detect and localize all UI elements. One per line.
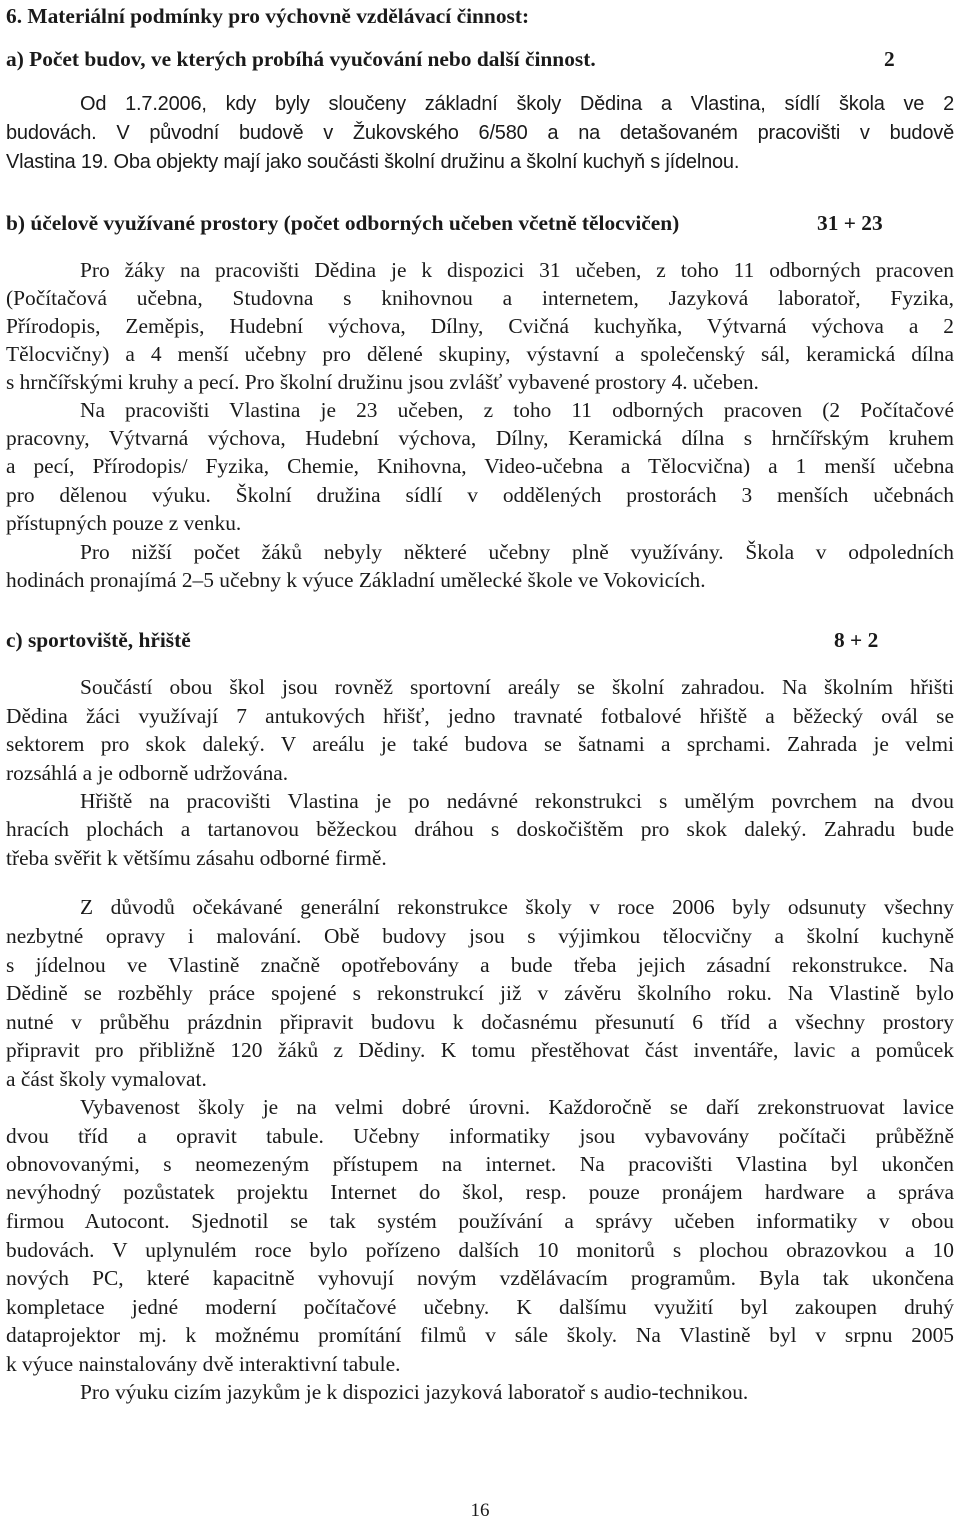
section-c-title: c) sportoviště, hřiště [6,628,191,652]
paragraph-line: dataprojektor mj. k možnému promítání filmů v sále školy. Na Vlastině byl v srpnu 2005 [6,1323,954,1347]
section-a-title: a) Počet budov, ve kterých probíhá vyučování nebo další činnost. [6,47,596,71]
paragraph-line: třeba svěřit k většímu zásahu odborné firmě. [6,846,387,870]
paragraph-line: rozsáhlá a je odborně udržována. [6,761,289,785]
paragraph-line: Součástí obou škol jsou rovněž sportovní areály se školní zahradou. Na školním hřišti [80,675,954,699]
section-heading: 6. Materiální podmínky pro výchovně vzdělávací činnost: [6,4,530,28]
paragraph-line: kompletace jedné moderní počítačové učebny. K dalšímu využití byl zakoupen druhý [6,1295,954,1319]
paragraph-line: a část školy vymalovat. [6,1067,207,1091]
paragraph-line: dvou tříd a opravit tabule. Učebny informatiky jsou vybavovány počítači průběžně [6,1124,954,1148]
paragraph-line: Pro výuku cizím jazykům je k dispozici jazyková laboratoř s audio-technikou. [80,1380,749,1404]
paragraph-line: Vlastina 19. Oba objekty mají jako součásti školní družinu a školní kuchyň s jídelnou. [6,151,740,173]
paragraph-line: Pro žáky na pracovišti Dědina je k dispozici 31 učeben, z toho 11 odborných pracoven [80,258,954,282]
paragraph-line: nezbytné opravy i malování. Obě budovy jsou s výjimkou tělocvičny a školní kuchyně [6,924,954,948]
paragraph-line: s jídelnou ve Vlastině značně opotřebovány a bude třeba jejich zásadní rekonstrukce. Na [6,953,954,977]
paragraph-line: Pro nižší počet žáků nebyly některé učebny plně využívány. Škola v odpoledních [80,540,954,564]
paragraph-line: Z důvodů očekávané generální rekonstrukce školy v roce 2006 byly odsunuty všechny [80,895,954,919]
paragraph-line: k výuce nainstalovány dvě interaktivní tabule. [6,1352,401,1376]
paragraph-line: obnovovanými, s neomezeným přístupem na internet. Na pracovišti Vlastina byl ukončen [6,1152,954,1176]
paragraph-line: (Počítačová učebna, Studovna s knihovnou a internetem, Jazyková laboratoř, Fyzika, [6,286,954,310]
paragraph-line: Přírodopis, Zeměpis, Hudební výchova, Dílny, Cvičná kuchyňka, Výtvarná výchova a 2 [6,314,954,338]
page-number: 16 [470,1500,490,1521]
paragraph-line: Od 1.7.2006, kdy byly sloučeny základní školy Dědina a Vlastina, sídlí škola ve 2 [80,93,954,115]
section-a-value: 2 [884,47,895,71]
section-b-title: b) účelově využívané prostory (počet odborných učeben včetně tělocvičen) [6,211,680,235]
paragraph-line: Na pracovišti Vlastina je 23 učeben, z toho 11 odborných pracoven (2 Počítačové [80,398,954,422]
paragraph-line: s hrnčířskými kruhy a pecí. Pro školní družinu jsou zvlášť vybavené prostory 4. učeben. [6,370,759,394]
paragraph-line: Tělocvičny) a 4 menší učebny pro dělené skupiny, výstavní a společenský sál, keramická dílna [6,342,954,366]
paragraph-line: nevýhodný pozůstatek projektu Internet do škol, resp. pouze pronájem hardware a správa [6,1180,954,1204]
paragraph-line: Vybavenost školy je na velmi dobré úrovni. Každoročně se daří zrekonstruovat lavice [80,1095,954,1119]
section-b-value: 31 + 23 [817,211,883,235]
paragraph-line: Dědině se rozběhly práce spojené s rekonstrukcí již v závěru školního roku. Na Vlastině bylo [6,981,954,1005]
paragraph-line: Hřiště na pracovišti Vlastina je po nedávné rekonstrukci s umělým povrchem na dvou [80,789,954,813]
paragraph-line: nutné v průběhu prázdnin připravit budovu k dočasnému přesunutí 6 tříd a všechny prostory [6,1010,954,1034]
paragraph-line: a pecí, Přírodopis/ Fyzika, Chemie, Knihovna, Video-učebna a Tělocvična) a 1 menší učebna [6,454,954,478]
section-c-value: 8 + 2 [834,628,879,652]
paragraph-line: hodinách pronajímá 2–5 učebny k výuce Základní umělecké škole ve Vokovicích. [6,568,706,592]
paragraph-line: pracovny, Výtvarná výchova, Hudební výchova, Dílny, Keramická dílna s hrnčířským kruhem [6,426,954,450]
paragraph-line: hracích plochách a tartanovou běžeckou dráhou s doskočištěm pro skok daleký. Zahradu bude [6,817,954,841]
paragraph-line: sektorem pro skok daleký. V areálu je také budova se šatnami a sprchami. Zahrada je velmi [6,732,954,756]
paragraph-line: budovách. V uplynulém roce bylo pořízeno dalších 10 monitorů s plochou obrazovkou a 10 [6,1238,954,1262]
paragraph-line: nových PC, které kapacitně vyhovují novým vzdělávacím programům. Byla tak ukončena [6,1266,954,1290]
paragraph-line: firmou Autocont. Sjednotil se tak systém používání a správy učeben informatiky v obou [6,1209,954,1233]
paragraph-line: Dědina žáci využívají 7 antukových hřišť, jedno travnaté fotbalové hřiště a běžecký ovál se [6,704,954,728]
paragraph-line: připravit pro přibližně 120 žáků z Dědiny. K tomu přestěhovat část inventáře, lavic a pomůcek [6,1038,954,1062]
paragraph-line: budovách. V původní budově v Žukovského 6/580 a na detašovaném pracovišti v budově [6,122,954,144]
paragraph-line: přístupných pouze z venku. [6,511,242,535]
paragraph-line: pro dělenou výuku. Školní družina sídlí v oddělených prostorách 3 menších učebnách [6,483,954,507]
